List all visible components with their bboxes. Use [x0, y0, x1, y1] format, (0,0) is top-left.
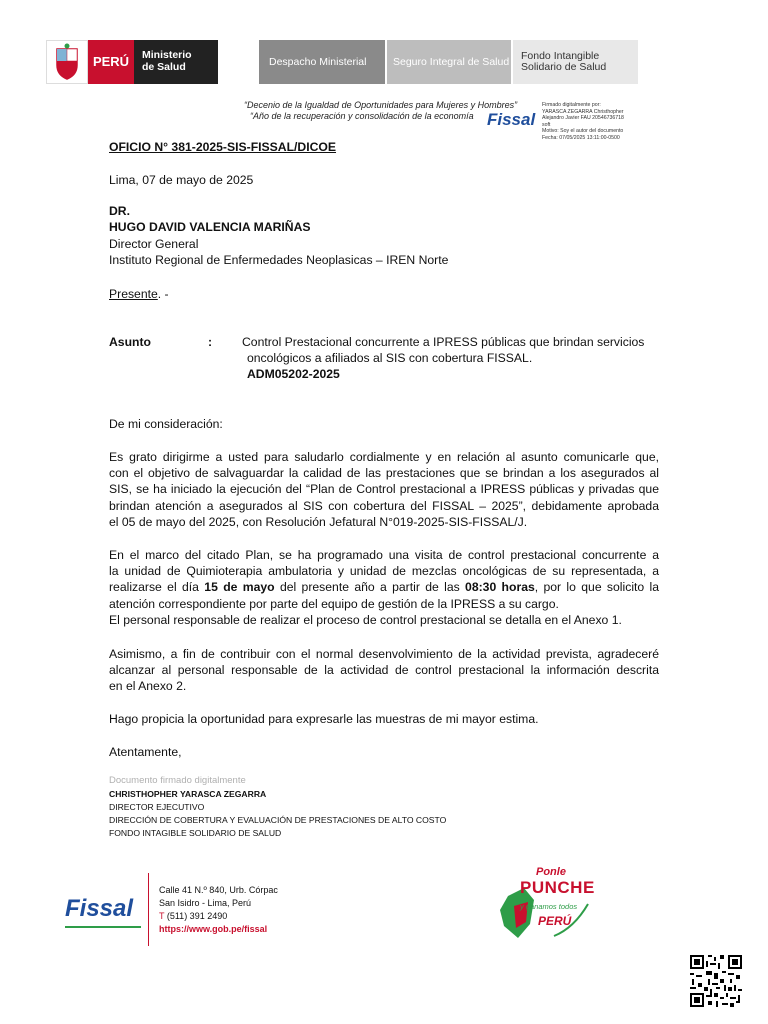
footer-website-link[interactable]: https://www.gob.pe/fissal [159, 924, 268, 934]
paragraph-line: brindan atención a asegurados al SIS con cobertura del FISSAL – 2025”, debidamente aprobada [109, 498, 659, 513]
paragraph-1 [109, 449, 659, 530]
text-run: realizarse el día [109, 580, 205, 595]
paragraph-line: SIS, se ha iniciado la ejecución del “Plan de Control prestacional a IPRESS públicas y privadas que [109, 482, 659, 497]
recipient-title: DR. [109, 204, 130, 218]
recipient-position: Director General [109, 237, 199, 251]
header-banner [46, 40, 638, 84]
signer-department: DIRECCIÓN DE COBERTURA Y EVALUACIÓN DE PRESTACIONES DE ALTO COSTO [109, 815, 447, 825]
ministerio-line1: Ministerio [142, 49, 192, 61]
asunto-colon: : [208, 335, 213, 349]
text-run: del presente año a partir de las [274, 580, 466, 595]
asunto-label: Asunto [109, 335, 151, 349]
presente-suffix: . - [157, 287, 169, 301]
paragraph-line: Asimismo, a fin de contribuir con el normal desenvolvimiento de la actividad prevista, agradeceré [109, 647, 659, 661]
letter-date: Lima, 07 de mayo de 2025 [109, 173, 254, 187]
banner-gap [218, 40, 259, 84]
footer-logo-underline [65, 926, 141, 928]
visit-date: 15 de mayo [204, 580, 275, 595]
digital-signature-note: Documento firmado digitalmente [109, 775, 246, 786]
ministerio-label [134, 40, 218, 84]
paragraph-line: Es grato dirigirme a usted para saludarlo cordialmente y en relación al asunto comunicarle que, [109, 450, 659, 464]
closing: Atentamente, [109, 745, 182, 759]
ministerio-line2: de Salud [142, 61, 186, 73]
paragraph-line-with-emphasis [109, 579, 659, 595]
paragraph-4: Hago propicia la oportunidad para expresarle las muestras de mi mayor estima. [109, 712, 539, 726]
footer-address-line2: San Isidro - Lima, Perú [159, 898, 252, 908]
presente-line [109, 286, 169, 302]
footer-divider [148, 873, 149, 946]
slogan-decenio: “Decenio de la Igualdad de Oportunidades para Mujeres y Hombres” [244, 100, 518, 110]
paragraph-3 [109, 646, 659, 695]
slogan-anio: “Año de la recuperación y consolidación de la economía [250, 111, 474, 121]
footer-contact [159, 884, 278, 936]
campaign-punche: PUNCHE [520, 878, 595, 897]
recipient-institution: Instituto Regional de Enfermedades Neoplasicas – IREN Norte [109, 253, 449, 267]
footer-phone [159, 910, 278, 923]
paragraph-line: alcanzar al personal responsable de la actividad de control prestacional la información descrita [109, 663, 659, 678]
signature-line: Alejandro Javier FAU 20546736718 [542, 115, 624, 121]
paragraph-line: atención correspondiente por parte del equipo de gestión de la IPRESS a su cargo. [109, 596, 559, 611]
campaign-ponle: Ponle [536, 866, 566, 878]
paragraph-2 [109, 547, 659, 628]
phone-prefix: T [159, 911, 165, 921]
signer-organization: FONDO INTAGIBLE SOLIDARIO DE SALUD [109, 828, 282, 838]
signature-line: Firmado digitalmente por: [542, 102, 601, 108]
fondo-line1: Fondo Intangible [521, 50, 600, 62]
paragraph-line: en el Anexo 2. [109, 679, 187, 694]
presente-word: Presente [109, 287, 158, 301]
peru-coat-of-arms-icon [46, 40, 88, 84]
asunto-line1: Control Prestacional concurrente a IPRESS públicas que brindan servicios [242, 335, 645, 349]
footer-address-line1: Calle 41 N.º 840, Urb. Córpac [159, 885, 278, 895]
signer-role: DIRECTOR EJECUTIVO [109, 802, 205, 812]
visit-time: 08:30 horas [465, 580, 535, 595]
paragraph-line: con el objetivo de salvaguardar la calidad de las prestaciones que se brindan a los asegurados al [109, 466, 659, 481]
paragraph-line: el 05 de mayo del 2025, con Resolución Jefatural N°019-2025-SIS-FISSAL/J. [109, 514, 528, 529]
paragraph-line: El personal responsable de realizar el proceso de control prestacional se detalla en el Anexo 1. [109, 612, 622, 627]
fondo-label [513, 40, 638, 84]
footer-fissal-logo: Fissal [65, 895, 134, 922]
campaign-ganamos: y ganamos todos [520, 902, 578, 911]
paragraph-line: la unidad de Quimioterapia ambulatoria y unidad de mezclas oncológicas de su representada, a [109, 564, 659, 579]
signature-line: Fecha: 07/05/2025 13:11:00-0500 [542, 134, 620, 141]
peru-label: PERÚ [88, 40, 134, 84]
digital-signature-block [542, 102, 624, 141]
signer-name: CHRISTHOPHER YARASCA ZEGARRA [109, 789, 267, 799]
signature-line: YARASCA ZEGARRA Christhopher [542, 108, 624, 115]
fissal-stamp-logo: Fissal [487, 110, 536, 129]
signature-line: Motivo: Soy el autor del documento [542, 128, 624, 134]
seguro-label: Seguro Integral de Salud [387, 40, 511, 84]
paragraph-line: En el marco del citado Plan, se ha programado una visita de control prestacional concurrente a [109, 548, 659, 562]
recipient-name: HUGO DAVID VALENCIA MARIÑAS [109, 220, 311, 234]
campaign-peru: PERÚ [538, 914, 572, 928]
ponle-punche-campaign-logo [494, 866, 594, 950]
fondo-line2: Solidario de Salud [521, 61, 607, 73]
signature-line: soft [542, 121, 551, 128]
despacho-label: Despacho Ministerial [259, 40, 385, 84]
qr-code-icon [690, 955, 742, 1007]
salutation: De mi consideración: [109, 417, 223, 431]
phone-number: (511) 391 2490 [164, 911, 228, 921]
oficio-reference: OFICIO N° 381-2025-SIS-FISSAL/DICOE [109, 140, 337, 154]
asunto-line2: oncológicos a afiliados al SIS con cobertura FISSAL. [247, 351, 533, 365]
text-run: , por lo que solicito la [534, 580, 660, 595]
asunto-code: ADM05202-2025 [247, 367, 340, 381]
